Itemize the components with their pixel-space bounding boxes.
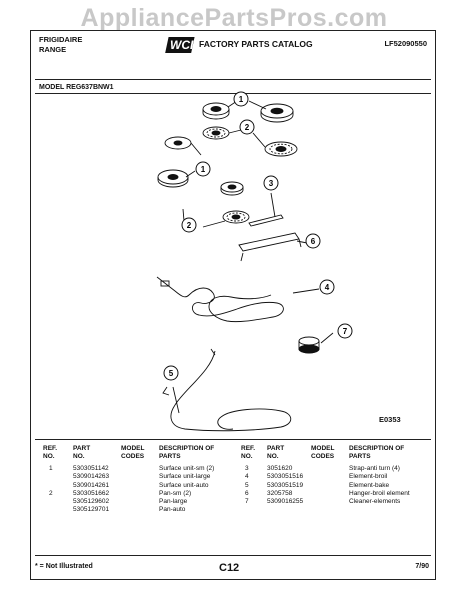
table-cell: Surface unit-large	[159, 473, 211, 481]
th-description-left: DESCRIPTION OF PARTS	[159, 445, 215, 460]
table-cell: 5303051516	[267, 473, 304, 481]
th-part-no-left: PART NO.	[73, 445, 91, 460]
table-cell: 5305129701	[73, 506, 110, 514]
callout-7	[338, 324, 352, 338]
watermark: AppliancePartsPros.com	[80, 4, 388, 32]
table-cell: Element-bake	[349, 481, 390, 489]
callout-3	[264, 176, 278, 190]
page-number: C12	[219, 562, 240, 574]
callout-1-left	[196, 162, 210, 176]
callout-5	[164, 366, 178, 380]
th-description-right: DESCRIPTION OF PARTS	[349, 445, 405, 460]
callout-2-left	[182, 218, 196, 232]
brand-name: FRIGIDAIRE	[39, 35, 83, 44]
svg-text:5: 5	[168, 369, 174, 378]
drip-pan-small-top	[203, 127, 229, 139]
table-cell: 5309014263	[73, 473, 110, 481]
footnote: * = Not Illustrated	[35, 563, 93, 570]
callout-6	[306, 234, 320, 248]
svg-text:4: 4	[324, 283, 330, 292]
table-cell: 3205758	[267, 489, 293, 497]
table-cell: 5	[245, 481, 249, 489]
right-part-column	[267, 465, 303, 506]
th-model-codes-right: MODEL CODES	[311, 445, 335, 460]
svg-text:6: 6	[310, 237, 316, 246]
element-cleaner	[299, 337, 319, 353]
drawing-code: E0353	[379, 415, 401, 424]
surface-unit-small-center	[221, 182, 243, 195]
drip-pan-center	[223, 211, 249, 223]
surface-unit-large-top	[261, 104, 293, 122]
svg-text:1: 1	[200, 165, 206, 174]
model-number: MODEL REG637BNW1	[39, 84, 114, 91]
svg-text:1: 1	[238, 95, 244, 104]
catalog-title: FACTORY PARTS CATALOG	[199, 39, 313, 49]
th-part-no-right: PART NO.	[267, 445, 285, 460]
table-cell: 7	[245, 498, 249, 506]
left-ref-column	[49, 465, 53, 498]
hanger-broil-element	[239, 233, 301, 261]
right-ref-column	[245, 465, 249, 506]
left-description-column	[159, 465, 214, 515]
th-ref-no-left: REF. NO.	[43, 445, 58, 460]
svg-text:7: 7	[342, 327, 348, 336]
parts-catalog-page	[30, 30, 436, 580]
revision-date: 7/90	[415, 563, 429, 570]
table-cell: 3051620	[267, 465, 293, 472]
svg-text:2: 2	[244, 123, 250, 132]
table-cell: 2	[49, 489, 53, 497]
surface-unit-small-top	[203, 103, 229, 119]
table-cell: Pan-sm (2)	[159, 489, 192, 497]
bake-element	[168, 349, 291, 431]
table-cell: 5309016255	[267, 498, 304, 506]
table-cell: Surface unit-sm (2)	[159, 465, 215, 472]
broil-element	[157, 277, 283, 322]
svg-text:WCI: WCI	[170, 38, 194, 52]
svg-text:2: 2	[186, 221, 192, 230]
svg-text:3: 3	[268, 179, 274, 188]
footer-rule	[35, 555, 431, 556]
callout-1-top	[234, 92, 248, 106]
bake-element-terminal	[163, 387, 169, 395]
table-cell: Pan-auto	[159, 506, 186, 514]
table-cell	[49, 473, 53, 481]
table-top-rule	[35, 439, 431, 440]
parts-diagram	[31, 31, 435, 441]
table-cell: 4	[245, 473, 249, 481]
table-cell	[49, 482, 53, 490]
table-cell: 5309014261	[73, 481, 110, 489]
table-cell: 5303051142	[73, 465, 109, 472]
th-model-codes-left: MODEL CODES	[121, 445, 145, 460]
table-cell: 5303051519	[267, 481, 304, 489]
table-cell: Surface unit-auto	[159, 481, 209, 489]
drip-pan-large-top	[265, 142, 297, 156]
table-cell: 5303051662	[73, 489, 110, 497]
table-cell: 1	[49, 465, 53, 472]
table-cell: Strap-anti turn (4)	[349, 465, 400, 472]
left-part-column	[73, 465, 109, 515]
table-cell: 5305129602	[73, 498, 110, 506]
callout-4	[320, 280, 334, 294]
table-cell: 6	[245, 489, 249, 497]
callout-2-top	[240, 120, 254, 134]
catalog-code: LF52090550	[384, 39, 427, 48]
right-description-column	[349, 465, 410, 506]
table-cell: Pan-large	[159, 498, 188, 506]
product-type: RANGE	[39, 45, 67, 54]
table-cell: 3	[245, 465, 249, 472]
table-cell: Element-broil	[349, 473, 388, 481]
anti-turn-strap	[249, 215, 283, 226]
table-cell: Cleaner-elements	[349, 498, 401, 506]
drip-pan-left	[165, 137, 191, 149]
th-ref-no-right: REF. NO.	[241, 445, 256, 460]
surface-unit-large-left	[158, 170, 188, 187]
table-cell: Hanger-broil element	[349, 489, 410, 497]
